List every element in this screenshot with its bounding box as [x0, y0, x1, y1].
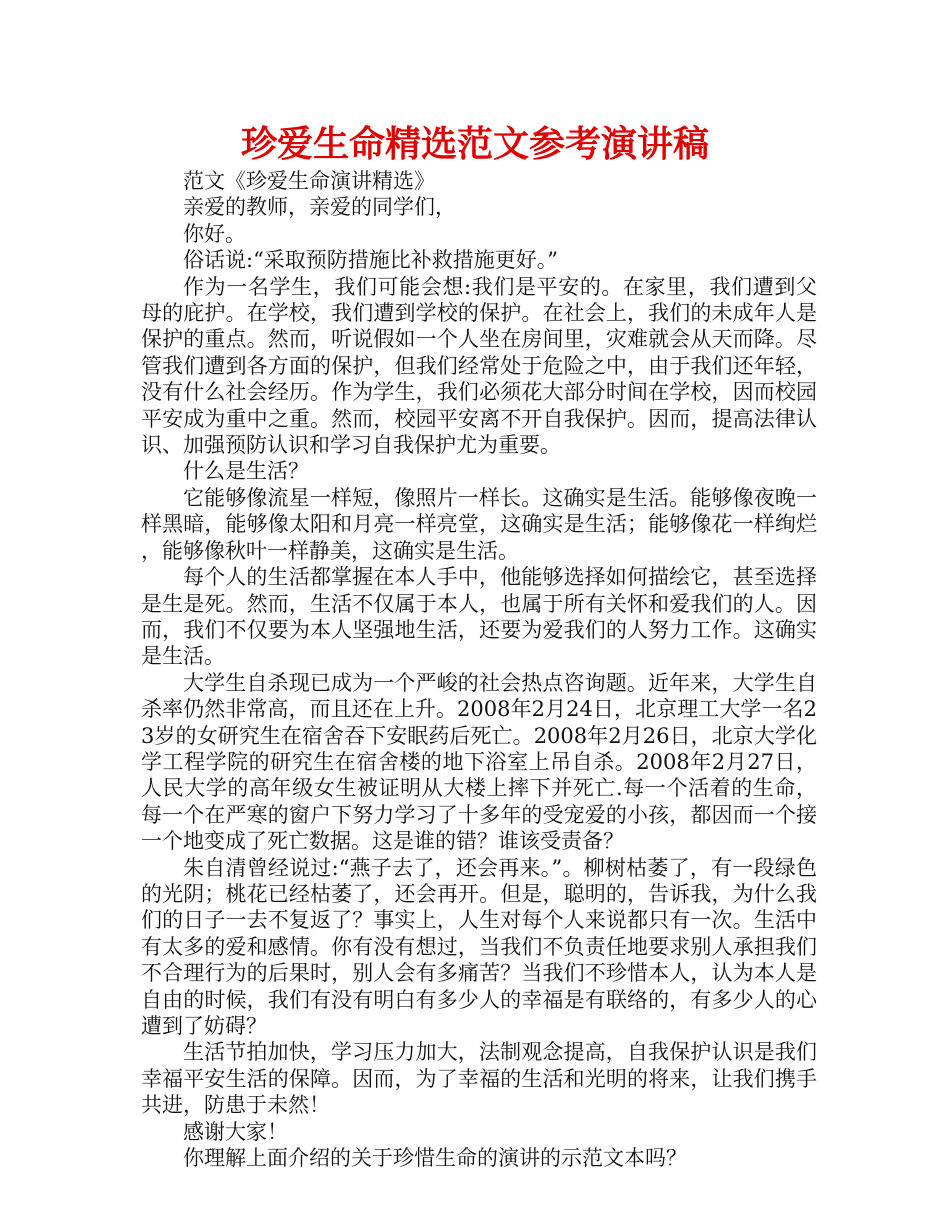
- paragraph: 范文《珍爱生命演讲精选》: [183, 169, 435, 193]
- paragraph: 每个人的生活都掌握在本人手中，他能够选择如何描绘它，甚至选择是生是死。然而，生活不仅属于本人，也属于所有关怀和爱我们的人。因而，我们不仅要为本人坚强地生活，还要为爱我们的人努力工作。这确实是生活。: [141, 565, 817, 669]
- paragraph: 亲爱的教师，亲爱的同学们，: [183, 195, 456, 220]
- document-title: 珍爱生命精选范文参考演讲稿: [240, 124, 709, 165]
- paragraph: 生活节拍加快，学习压力加大，法制观念提高，自我保护认识是我们幸福平安生活的保障。因而，为了幸福的生活和光明的将来，让我们携手共进，防患于未然！: [141, 1040, 817, 1118]
- paragraph: 它能够像流星一样短，像照片一样长。这确实是生活。能够像夜晚一样黑暗，能够像太阳和月亮一样亮堂，这确实是生活；能够像花一样绚烂，能够像秋叶一样静美，这确实是生活。: [141, 485, 817, 563]
- paragraph: 大学生自杀现已成为一个严峻的社会热点咨询题。近年来，大学生自杀率仍然非常高，而且还在上升。2008年2月24日，北京理工大学一名23岁的女研究生在宿舍吞下安眠药后死亡。2008年2月26日，北京大学化学工程学院的研究生在宿舍楼的地下浴室上吊自杀。2008年2月27日，人民大学的高年级女生被证明从大楼上摔下并死亡.每一个活着的生命，每一个在严寒的窗户下努力学习了十多年的受宠爱的小孩，都因而一个接一个地变成了死亡数据。这是谁的错？谁该受责备？: [141, 670, 817, 854]
- document-body: [141, 168, 817, 1171]
- paragraph: 你好。: [183, 221, 246, 246]
- paragraph: 你理解上面介绍的关于珍惜生命的演讲的示范文本吗？: [183, 1146, 687, 1171]
- paragraph: 作为一名学生，我们可能会想:我们是平安的。在家里，我们遭到父母的庇护。在学校，我们遭到学校的保护。在社会上，我们的未成年人是保护的重点。然而，听说假如一个人坐在房间里，灾难就会从天而降。尽管我们遭到各方面的保护，但我们经常处于危险之中，由于我们还年轻，没有什么社会经历。作为学生，我们必须花大部分时间在学校，因而校园平安成为重中之重。然而，校园平安离不开自我保护。因而，提高法律认识、加强预防认识和学习自我保护尤为重要。: [141, 274, 817, 458]
- paragraph: 俗话说:“采取预防措施比补救措施更好。”: [183, 248, 559, 273]
- paragraph: 感谢大家！: [183, 1119, 288, 1144]
- paragraph: 朱自清曾经说过:“燕子去了，还会再来。”。柳树枯萎了，有一段绿色的光阴；桃花已经枯萎了，还会再开。但是，聪明的，告诉我，为什么我们的日子一去不复返了？事实上，人生对每个人来说都只有一次。生活中有太多的爱和感情。你有没有想过，当我们不负责任地要求别人承担我们不合理行为的后果时，别人会有多痛苦？当我们不珍惜本人，认为本人是自由的时候，我们有没有明白有多少人的幸福是有联络的，有多少人的心遭到了妨碍？: [141, 855, 817, 1038]
- paragraph: 什么是生活？: [183, 459, 309, 484]
